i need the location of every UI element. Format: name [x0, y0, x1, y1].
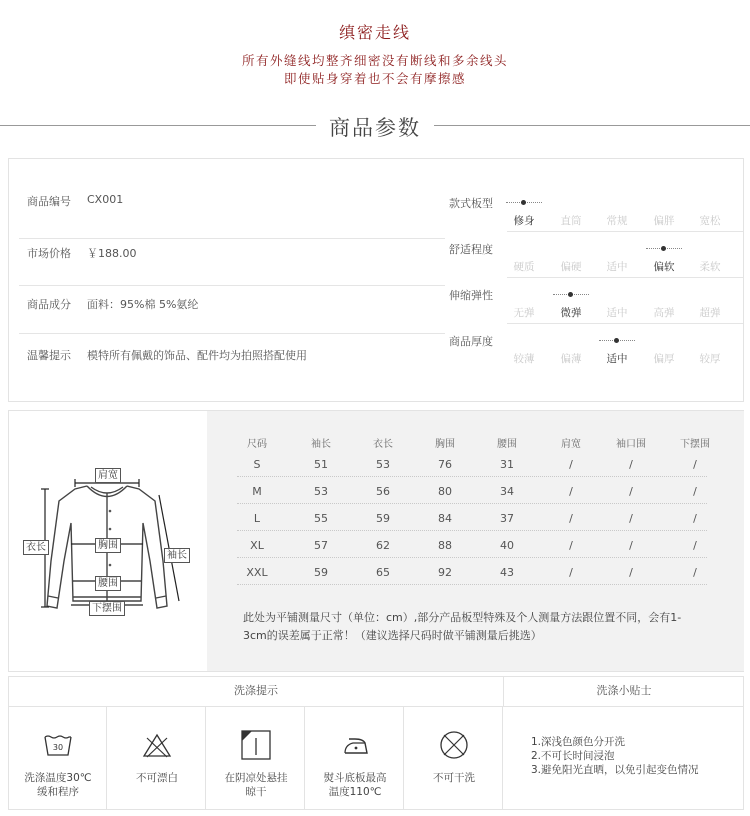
scale-marker-dot: [521, 200, 526, 205]
size-note-line: 此处为平铺测量尺寸（单位：cm）,部分产品板型特殊及个人测量方法跟位置不同，会有1-: [243, 611, 682, 624]
scale-label: 商品厚度: [449, 335, 493, 348]
wash-tip: 1.深浅色颜色分开洗: [531, 736, 626, 748]
header-line-2: 即使贴身穿着也不会有摩擦感: [283, 71, 466, 86]
table-cell: XXL: [246, 566, 268, 579]
scale-option: 直筒: [560, 215, 582, 227]
table-cell: XL: [250, 539, 264, 552]
no-bleach-icon: [141, 729, 173, 761]
table-cell: 59: [314, 566, 328, 579]
scale-option: 高弹: [653, 307, 675, 319]
table-cell: 56: [376, 485, 390, 498]
param-value: 面料：95%棉 5%氨纶: [87, 298, 199, 311]
scale-label: 舒适程度: [449, 243, 493, 256]
table-cell: /: [569, 566, 573, 579]
table-cell: /: [693, 539, 697, 552]
wash-text: 温度110℃: [328, 786, 382, 798]
table-cell: 76: [438, 458, 452, 471]
section-title: 商品参数: [329, 116, 421, 140]
table-cell: 37: [500, 512, 514, 525]
scale-marker-dot: [568, 292, 573, 297]
scale-option: 宽松: [699, 215, 721, 227]
table-header-cell: 袖口围: [616, 439, 646, 450]
scale-option: 偏厚: [653, 353, 675, 365]
table-cell: /: [693, 512, 697, 525]
param-label: 商品编号: [27, 195, 71, 208]
size-note-line: 3cm的误差属于正常！（建议选择尺码时做平铺测量后挑选）: [243, 629, 542, 642]
table-cell: 88: [438, 539, 452, 552]
table-cell: /: [569, 485, 573, 498]
scale-option: 适中: [606, 353, 628, 365]
header-title: 缜密走线: [338, 23, 411, 42]
table-cell: /: [569, 458, 573, 471]
scale-option: 无弹: [513, 307, 535, 319]
table-cell: /: [629, 458, 633, 471]
wash-item: [306, 707, 404, 810]
table-cell: 92: [438, 566, 452, 579]
table-cell: 40: [500, 539, 514, 552]
divider: [19, 238, 445, 239]
size-table-area: [207, 411, 744, 671]
table-cell: 57: [314, 539, 328, 552]
table-cell: 84: [438, 512, 452, 525]
table-cell: 53: [314, 485, 328, 498]
table-row: [237, 453, 707, 477]
divider: [507, 277, 743, 278]
table-cell: 34: [500, 485, 514, 498]
wash-tip: 3.避免阳光直晒，以免引起变色情况: [531, 764, 699, 776]
table-cell: 65: [376, 566, 390, 579]
table-cell: 55: [314, 512, 328, 525]
param-label: 市场价格: [27, 247, 71, 260]
table-cell: S: [253, 458, 261, 471]
wash-item: [405, 707, 503, 810]
garment-diagram: [9, 411, 207, 671]
table-cell: /: [569, 539, 573, 552]
param-label: 温馨提示: [27, 349, 71, 362]
wash-tips-list: [531, 735, 699, 777]
scale-option: 常规: [606, 215, 628, 227]
section-header: [0, 112, 750, 140]
divider: [19, 285, 445, 286]
chest-label: 胸围: [95, 538, 121, 553]
table-cell: /: [569, 512, 573, 525]
scale-option: 柔软: [699, 261, 721, 273]
table-cell: /: [629, 512, 633, 525]
table-header-cell: 腰围: [497, 439, 517, 450]
wash-tips-title: 洗涤小贴士: [504, 677, 744, 707]
table-header-cell: 袖长: [311, 439, 331, 450]
scale-option: 修身: [513, 215, 535, 227]
scale-marker-dot: [614, 338, 619, 343]
scale-option: 适中: [606, 261, 628, 273]
divider: [507, 231, 743, 232]
size-note: [243, 609, 703, 645]
wash-text: 洗涤温度30℃: [24, 772, 92, 784]
scale-option: 超弹: [699, 307, 721, 319]
table-header-cell: 肩宽: [561, 439, 581, 450]
scale-option: 硬质: [513, 261, 535, 273]
wash-temp: 30: [52, 743, 64, 752]
scale-option: 较薄: [513, 353, 535, 365]
table-header-cell: 衣长: [373, 439, 393, 450]
table-cell: L: [253, 512, 261, 525]
wash-text: 不可干洗: [433, 772, 475, 784]
wash-text: 不可漂白: [136, 772, 178, 784]
wash-text: 缓和程序: [37, 786, 79, 798]
table-cell: 62: [376, 539, 390, 552]
table-row: [237, 561, 707, 585]
scale-option: 偏薄: [560, 353, 582, 365]
waist-label: 腰围: [95, 576, 121, 591]
table-cell: /: [629, 485, 633, 498]
wash-text: 在阴凉处悬挂: [224, 772, 288, 784]
table-header-cell: 下摆围: [680, 439, 710, 450]
wash-item: [108, 707, 206, 810]
table-cell: /: [693, 458, 697, 471]
divider: [507, 323, 743, 324]
no-dryclean-icon: [438, 729, 470, 761]
wash-text: 晾干: [245, 786, 267, 798]
scale-option: 微弹: [560, 307, 582, 319]
wash-30-icon: [42, 729, 74, 761]
hem-label: 下摆围: [89, 601, 125, 616]
table-cell: 43: [500, 566, 514, 579]
scale-marker-dot: [661, 246, 666, 251]
table-cell: /: [629, 566, 633, 579]
wash-text: 熨斗底板最高: [323, 772, 387, 784]
table-cell: /: [693, 566, 697, 579]
param-value: CX001: [87, 193, 124, 206]
table-header-cell: 胸围: [435, 439, 455, 450]
scale-option: 偏胖: [653, 215, 675, 227]
sleeve-label: 袖长: [164, 548, 190, 563]
scale-label: 伸缩弹性: [449, 289, 493, 302]
param-label: 商品成分: [27, 298, 71, 311]
wash-item: [207, 707, 305, 810]
shoulder-label: 肩宽: [95, 468, 121, 483]
param-value: ￥188.00: [87, 247, 137, 260]
scale-option: 较厚: [699, 353, 721, 365]
scale-option: 偏软: [653, 261, 675, 273]
table-cell: 59: [376, 512, 390, 525]
table-cell: 53: [376, 458, 390, 471]
header-line-1: 所有外缝线均整齐细密没有断线和多余线头: [241, 53, 508, 68]
wash-item: [9, 707, 107, 810]
wash-panel: [8, 676, 744, 810]
table-cell: /: [693, 485, 697, 498]
wash-title: 洗涤提示: [9, 677, 504, 707]
table-cell: M: [252, 485, 262, 498]
table-cell: 51: [314, 458, 328, 471]
table-cell: 31: [500, 458, 514, 471]
product-params-panel: [8, 158, 744, 402]
scale-option: 适中: [606, 307, 628, 319]
table-header-cell: 尺码: [247, 439, 267, 450]
iron-icon: [339, 729, 371, 761]
wash-tip: 2.不可长时间浸泡: [531, 750, 615, 762]
table-cell: /: [629, 539, 633, 552]
table-row: [237, 480, 707, 504]
shade-dry-icon: [240, 729, 272, 761]
scale-option: 偏硬: [560, 261, 582, 273]
table-row: [237, 507, 707, 531]
param-value: 模特所有佩戴的饰品、配件均为拍照搭配使用: [87, 349, 307, 362]
table-row: [237, 534, 707, 558]
divider: [19, 333, 445, 334]
scale-label: 款式板型: [449, 197, 493, 210]
table-cell: 80: [438, 485, 452, 498]
size-panel: [8, 410, 744, 672]
length-label: 衣长: [23, 540, 49, 555]
